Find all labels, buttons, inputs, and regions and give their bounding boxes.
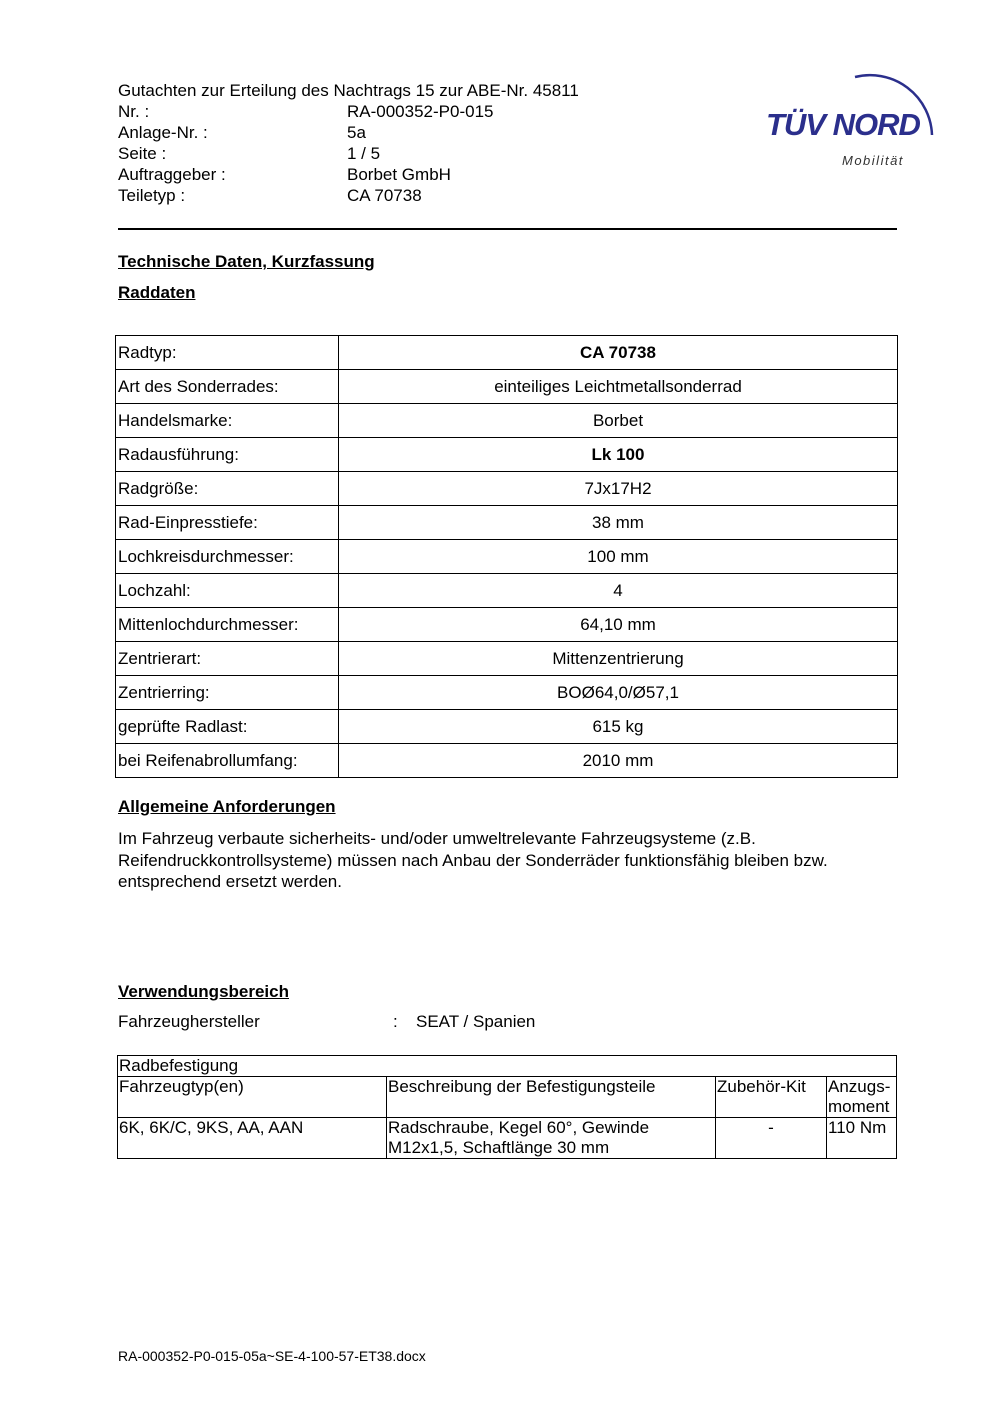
row-label: Rad-Einpresstiefe: <box>116 506 339 540</box>
table-row <box>116 404 898 438</box>
table-row <box>118 1118 897 1159</box>
row-value: 2010 mm <box>339 744 898 778</box>
header-divider <box>118 228 897 230</box>
header-label: Anlage-Nr. : <box>118 123 208 142</box>
wheel-data-table <box>115 335 898 778</box>
section-heading-verwendung: Verwendungsbereich <box>118 982 289 1001</box>
row-label: Zentrierring: <box>116 676 339 710</box>
row-label: Zentrierart: <box>116 642 339 676</box>
header-row-teiletyp <box>118 185 579 206</box>
row-label: Radgröße: <box>116 472 339 506</box>
header-value: 5a <box>347 123 366 142</box>
header-label: Nr. : <box>118 102 150 121</box>
manufacturer-separator: : <box>393 1012 398 1031</box>
table-cell: Radschraube, Kegel 60°, Gewinde M12x1,5, Schaftlänge 30 mm <box>387 1118 716 1159</box>
row-label: Lochzahl: <box>116 574 339 608</box>
column-header: Beschreibung der Befestigungsteile <box>387 1077 716 1118</box>
table-row <box>116 370 898 404</box>
table-row <box>116 574 898 608</box>
header-label: Seite : <box>118 144 167 163</box>
document-title: Gutachten zur Erteilung des Nachtrags 15 zur ABE-Nr. 45811 <box>118 81 579 100</box>
table-row <box>116 744 898 778</box>
svg-text:Mobilität: Mobilität <box>842 153 904 168</box>
table-row <box>116 472 898 506</box>
row-value: CA 70738 <box>339 336 898 370</box>
row-value: Borbet <box>339 404 898 438</box>
row-label: Radausführung: <box>116 438 339 472</box>
header-value: 1 / 5 <box>347 144 381 163</box>
manufacturer-value: SEAT / Spanien <box>416 1012 536 1031</box>
document-header <box>118 80 579 206</box>
table-row <box>116 608 898 642</box>
table-cell: 110 Nm <box>827 1118 897 1159</box>
table-row <box>116 710 898 744</box>
table-row <box>116 642 898 676</box>
row-label: Mittenlochdurchmesser: <box>116 608 339 642</box>
table-caption-row <box>118 1056 897 1077</box>
row-value: 615 kg <box>339 710 898 744</box>
row-label: geprüfte Radlast: <box>116 710 339 744</box>
row-label: Handelsmarke: <box>116 404 339 438</box>
row-label: Radtyp: <box>116 336 339 370</box>
manufacturer-line <box>118 1012 535 1032</box>
allgemein-paragraph: Im Fahrzeug verbaute sicherheits- und/oder umweltrelevante Fahrzeugsysteme (z.B. Reifendruckkontrollsysteme) müssen nach Anbau der Sonderräder funktionsfähig bleiben bzw. entsprechend ersetzt werden. <box>118 829 828 891</box>
header-label: Teiletyp : <box>118 186 186 205</box>
row-value: 100 mm <box>339 540 898 574</box>
wheel-fixing-table <box>117 1055 897 1159</box>
row-value: 64,10 mm <box>339 608 898 642</box>
column-header: Zubehör-Kit <box>716 1077 827 1118</box>
row-label: Lochkreisdurchmesser: <box>116 540 339 574</box>
table-row <box>116 336 898 370</box>
row-value: Lk 100 <box>339 438 898 472</box>
row-value: Mittenzentrierung <box>339 642 898 676</box>
svg-text:TÜV NORD: TÜV NORD <box>766 107 920 142</box>
row-value: BOØ64,0/Ø57,1 <box>339 676 898 710</box>
row-value: einteiliges Leichtmetallsonderrad <box>339 370 898 404</box>
section-heading-allgemein: Allgemeine Anforderungen <box>118 797 336 816</box>
header-label: Auftraggeber : <box>118 165 226 184</box>
table-row <box>116 506 898 540</box>
column-header: Anzugs- moment <box>827 1077 897 1118</box>
column-header: Fahrzeugtyp(en) <box>118 1077 387 1118</box>
row-value: 38 mm <box>339 506 898 540</box>
footer-filename: RA-000352-P0-015-05a~SE-4-100-57-ET38.docx <box>118 1348 426 1364</box>
header-value: CA 70738 <box>347 186 422 205</box>
row-value: 4 <box>339 574 898 608</box>
header-row-anlage <box>118 122 579 143</box>
header-row-auftraggeber <box>118 164 579 185</box>
table-row <box>116 540 898 574</box>
table-row <box>116 676 898 710</box>
table-caption: Radbefestigung <box>118 1056 897 1077</box>
section-heading-raddaten: Raddaten <box>118 283 196 302</box>
row-label: Art des Sonderrades: <box>116 370 339 404</box>
table-cell: 6K, 6K/C, 9KS, AA, AAN <box>118 1118 387 1159</box>
header-value: Borbet GmbH <box>347 165 451 184</box>
table-cell: - <box>716 1118 827 1159</box>
table-header-row <box>118 1077 897 1118</box>
table-row <box>116 438 898 472</box>
manufacturer-label: Fahrzeughersteller <box>118 1012 260 1031</box>
section-heading-technische: Technische Daten, Kurzfassung <box>118 252 375 271</box>
tuv-nord-logo <box>760 55 945 175</box>
row-label: bei Reifenabrollumfang: <box>116 744 339 778</box>
header-row-nr <box>118 101 579 122</box>
header-row-seite <box>118 143 579 164</box>
row-value: 7Jx17H2 <box>339 472 898 506</box>
header-value: RA-000352-P0-015 <box>347 102 494 121</box>
